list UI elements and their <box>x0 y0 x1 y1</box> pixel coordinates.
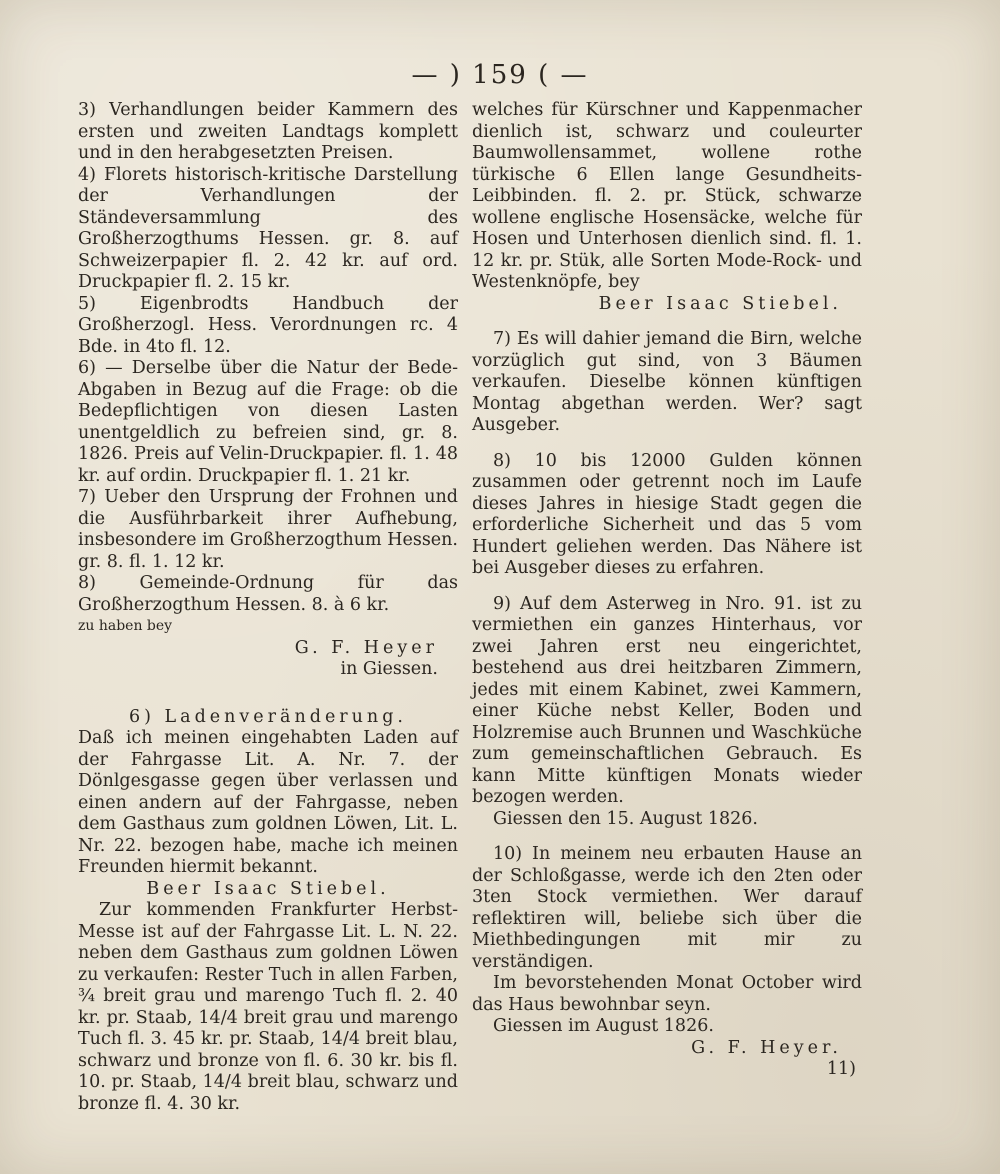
notice-9-date: Giessen den 15. August 1826. <box>493 808 758 829</box>
book-item-8: 8) Gemeinde-Ordnung für das Großherzogthum Hessen. 8. à 6 kr. <box>78 573 458 615</box>
notice-10: 10) In meinem neu erbauten Hause an der Schloßgasse, werde ich den 2ten oder 3ten Stock vermiethen. Wer darauf reflektiren will, beliebe sich über die Miethbedingungen mit mir zu verständigen. <box>472 844 862 972</box>
notice-9: 9) Auf dem Asterweg in Nro. 91. ist zu vermiethen ein ganzes Hinterhaus, vor zwei Jahren erst neu eingerichtet, bestehend aus drei heitzbaren Zimmern, jedes mit einem Kabinet, zwei Kammern, einer Küche nebst Keller, Boden und Holzremise auch Brunnen und Waschküche zum gemeinschaftlichen Gebrauch. Es kann Mitte künftigen Monats wieder bezogen werden. <box>472 593 862 807</box>
notice-6-signature: Beer Isaac Stiebel. <box>146 878 390 899</box>
sold-by-prefix: zu haben bey <box>78 618 173 634</box>
notice-10-extra: Im bevorstehenden Monat October wird das Haus bewohnbar seyn. <box>472 973 862 1015</box>
notice-6-title: 6) Ladenveränderung. <box>129 706 407 727</box>
catchword: 11) <box>826 1059 856 1079</box>
sold-by-name: G. F. Heyer <box>294 637 438 658</box>
notice-10-date: Giessen im August 1826. <box>493 1016 714 1036</box>
notice-7: 7) Es will dahier jemand die Birn, welche vorzüglich gut sind, von 3 Bäumen verkaufen. Dieselbe können künftigen Montag abgethan werden. Wer? sagt Ausgeber. <box>472 329 862 435</box>
book-item-5: 5) Eigenbrodts Handbuch der Großherzogl. Hess. Verordnungen rc. 4 Bde. in 4to fl. 12. <box>78 293 458 357</box>
continued-signature: Beer Isaac Stiebel. <box>598 293 842 314</box>
right-column <box>472 100 862 1081</box>
page-number: — ) 159 ( — <box>411 60 589 90</box>
sold-by-place: in Giessen. <box>340 659 438 679</box>
book-item-6: 6) — Derselbe über die Natur der Bede-Abgaben in Bezug auf die Frage: ob die Bedepflichtigen von diesen Lasten unentgeldlich zu befreien sind, gr. 8. 1826. Preis auf Velin-Druckpapier. fl. 1. 48 kr. auf ordin. Druckpapier fl. 1. 21 kr. <box>78 358 458 486</box>
notice-6-body: Daß ich meinen eingehabten Laden auf der Fahrgasse Lit. A. Nr. 7. der Dönlgesgasse gegen über verlassen und einen andern auf der Fahrgasse, neben dem Gasthaus zum goldnen Löwen, Lit. L. Nr. 22. bezogen habe, mache ich meinen Freunden hiermit bekannt. <box>78 728 458 877</box>
notice-10-signature: G. F. Heyer. <box>691 1037 842 1058</box>
book-item-7: 7) Ueber den Ursprung der Frohnen und die Ausführbarkeit ihrer Aufhebung, insbesondere im Großherzogthum Hessen. gr. 8. fl. 1. 12 kr. <box>78 487 458 572</box>
fair-notice: Zur kommenden Frankfurter Herbst-Messe ist auf der Fahrgasse Lit. L. N. 22. neben dem Gasthaus zum goldnen Löwen zu verkaufen: Rester Tuch in allen Farben, ¾ breit grau und marengo Tuch fl. 2. 40 kr. pr. Staab, 14/4 breit grau und marengo Tuch fl. 3. 45 kr. pr. Staab, 14/4 breit blau, schwarz und bronze von fl. 6. 30 kr. bis fl. 10. pr. Staab, 14/4 breit blau, schwarz und bronze fl. 4. 30 kr. <box>78 900 458 1114</box>
notice-8: 8) 10 bis 12000 Gulden können zusammen oder getrennt noch im Laufe dieses Jahres in hiesige Stadt gegen die erforderliche Sicherheit und das 5 vom Hundert geliehen werden. Das Nähere ist bei Ausgeber dieses zu erfahren. <box>472 450 862 578</box>
left-column <box>78 100 458 1115</box>
book-item-3: 3) Verhandlungen beider Kammern des ersten und zweiten Landtags komplett und in den herabgesetzten Preisen. <box>78 100 458 163</box>
continued-notice: welches für Kürschner und Kappenmacher dienlich ist, schwarz und couleurter Baumwollensammet, wollene rothe türkische 6 Ellen lange Gesundheits-Leibbinden. fl. 2. pr. Stück, schwarze wollene englische Hosensäcke, welche für Hosen und Unterhosen dienlich sind. fl. 1. 12 kr. pr. Stük, alle Sorten Mode-Rock- und Westenknöpfe, bey <box>472 100 862 292</box>
book-item-4: 4) Florets historisch-kritische Darstellung der Verhandlungen der Ständeversammlung des Großherzogthums Hessen. gr. 8. auf Schweizerpapier fl. 2. 42 kr. auf ord. Druckpapier fl. 2. 15 kr. <box>78 164 458 292</box>
